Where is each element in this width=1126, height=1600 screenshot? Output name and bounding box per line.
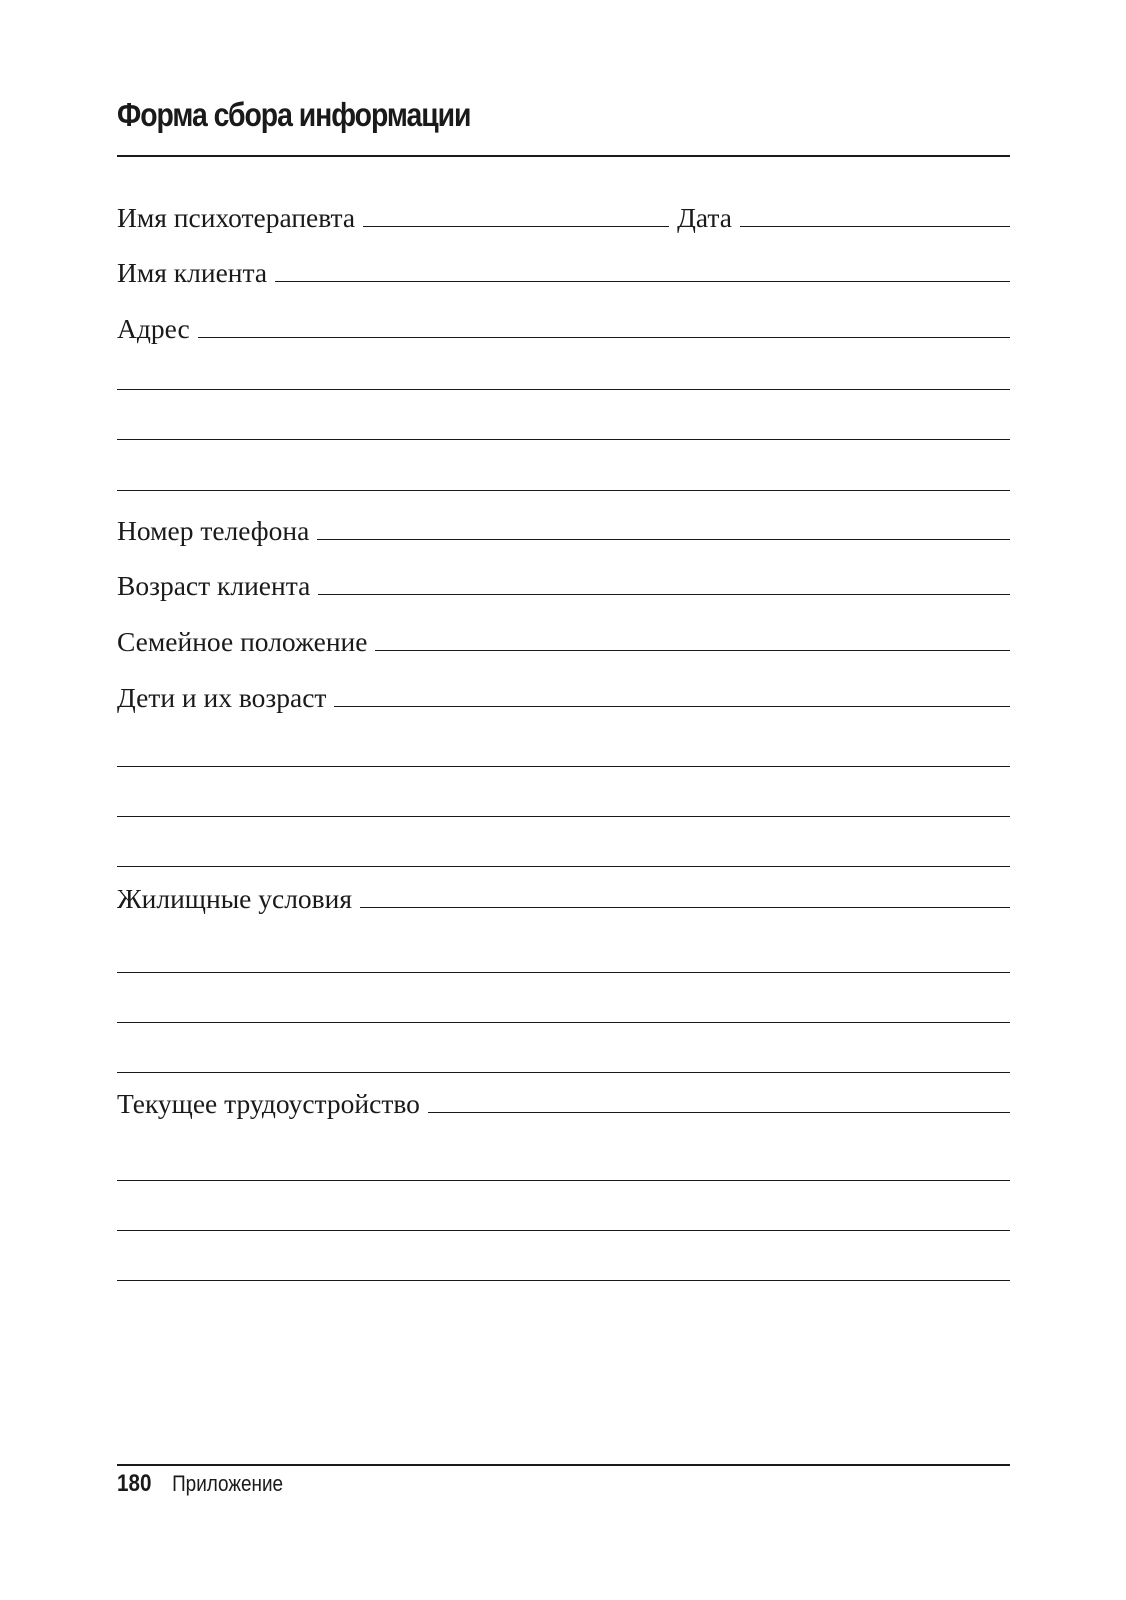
children-extra-line[interactable]: [117, 816, 1010, 817]
address-extra-line[interactable]: [117, 439, 1010, 440]
client-name-label: Имя клиента: [117, 256, 268, 288]
date-label: Дата: [677, 201, 732, 233]
housing-field[interactable]: [360, 907, 1010, 908]
client-age-row: [117, 560, 1010, 600]
employment-extra-line[interactable]: [117, 1230, 1010, 1231]
client-age-field[interactable]: [318, 594, 1010, 595]
children-extra-line[interactable]: [117, 766, 1010, 767]
employment-extra-line[interactable]: [117, 1280, 1010, 1281]
client-name-row: [117, 247, 1010, 287]
employment-field[interactable]: [428, 1112, 1010, 1113]
client-name-field[interactable]: [275, 281, 1010, 282]
footer-rule: [117, 1464, 1010, 1466]
address-field[interactable]: [198, 337, 1010, 338]
phone-label: Номер телефона: [117, 514, 310, 546]
housing-label: Жилищные условия: [117, 882, 353, 914]
phone-row: [117, 505, 1010, 545]
phone-field[interactable]: [317, 539, 1010, 540]
therapist-name-label: Имя психотерапевта: [117, 201, 356, 233]
marital-status-field[interactable]: [375, 650, 1010, 651]
address-row: [117, 303, 1010, 343]
client-age-label: Возраст клиента: [117, 569, 311, 601]
address-extra-line[interactable]: [117, 389, 1010, 390]
page-footer: [117, 1470, 283, 1498]
employment-extra-line[interactable]: [117, 1180, 1010, 1181]
therapist-date-row: [117, 192, 1010, 232]
children-extra-line[interactable]: [117, 866, 1010, 867]
marital-status-row: [117, 616, 1010, 656]
housing-extra-line[interactable]: [117, 1022, 1010, 1023]
children-field[interactable]: [334, 706, 1010, 707]
therapist-name-field[interactable]: [363, 226, 669, 227]
date-field[interactable]: [740, 226, 1010, 227]
page-number: 180: [117, 1470, 152, 1497]
address-extra-line[interactable]: [117, 490, 1010, 491]
employment-label: Текущее трудоустройство: [117, 1087, 420, 1119]
children-row: [117, 672, 1010, 712]
housing-row: [117, 873, 1010, 913]
employment-row: [117, 1078, 1010, 1118]
housing-extra-line[interactable]: [117, 1072, 1010, 1073]
address-label: Адрес: [117, 312, 190, 344]
housing-extra-line[interactable]: [117, 972, 1010, 973]
title-rule: [117, 155, 1010, 157]
children-label: Дети и их возраст: [117, 681, 327, 713]
page-title: Форма сбора информации: [117, 96, 471, 133]
running-head: Приложение: [172, 1471, 284, 1496]
marital-status-label: Семейное положение: [117, 625, 368, 657]
